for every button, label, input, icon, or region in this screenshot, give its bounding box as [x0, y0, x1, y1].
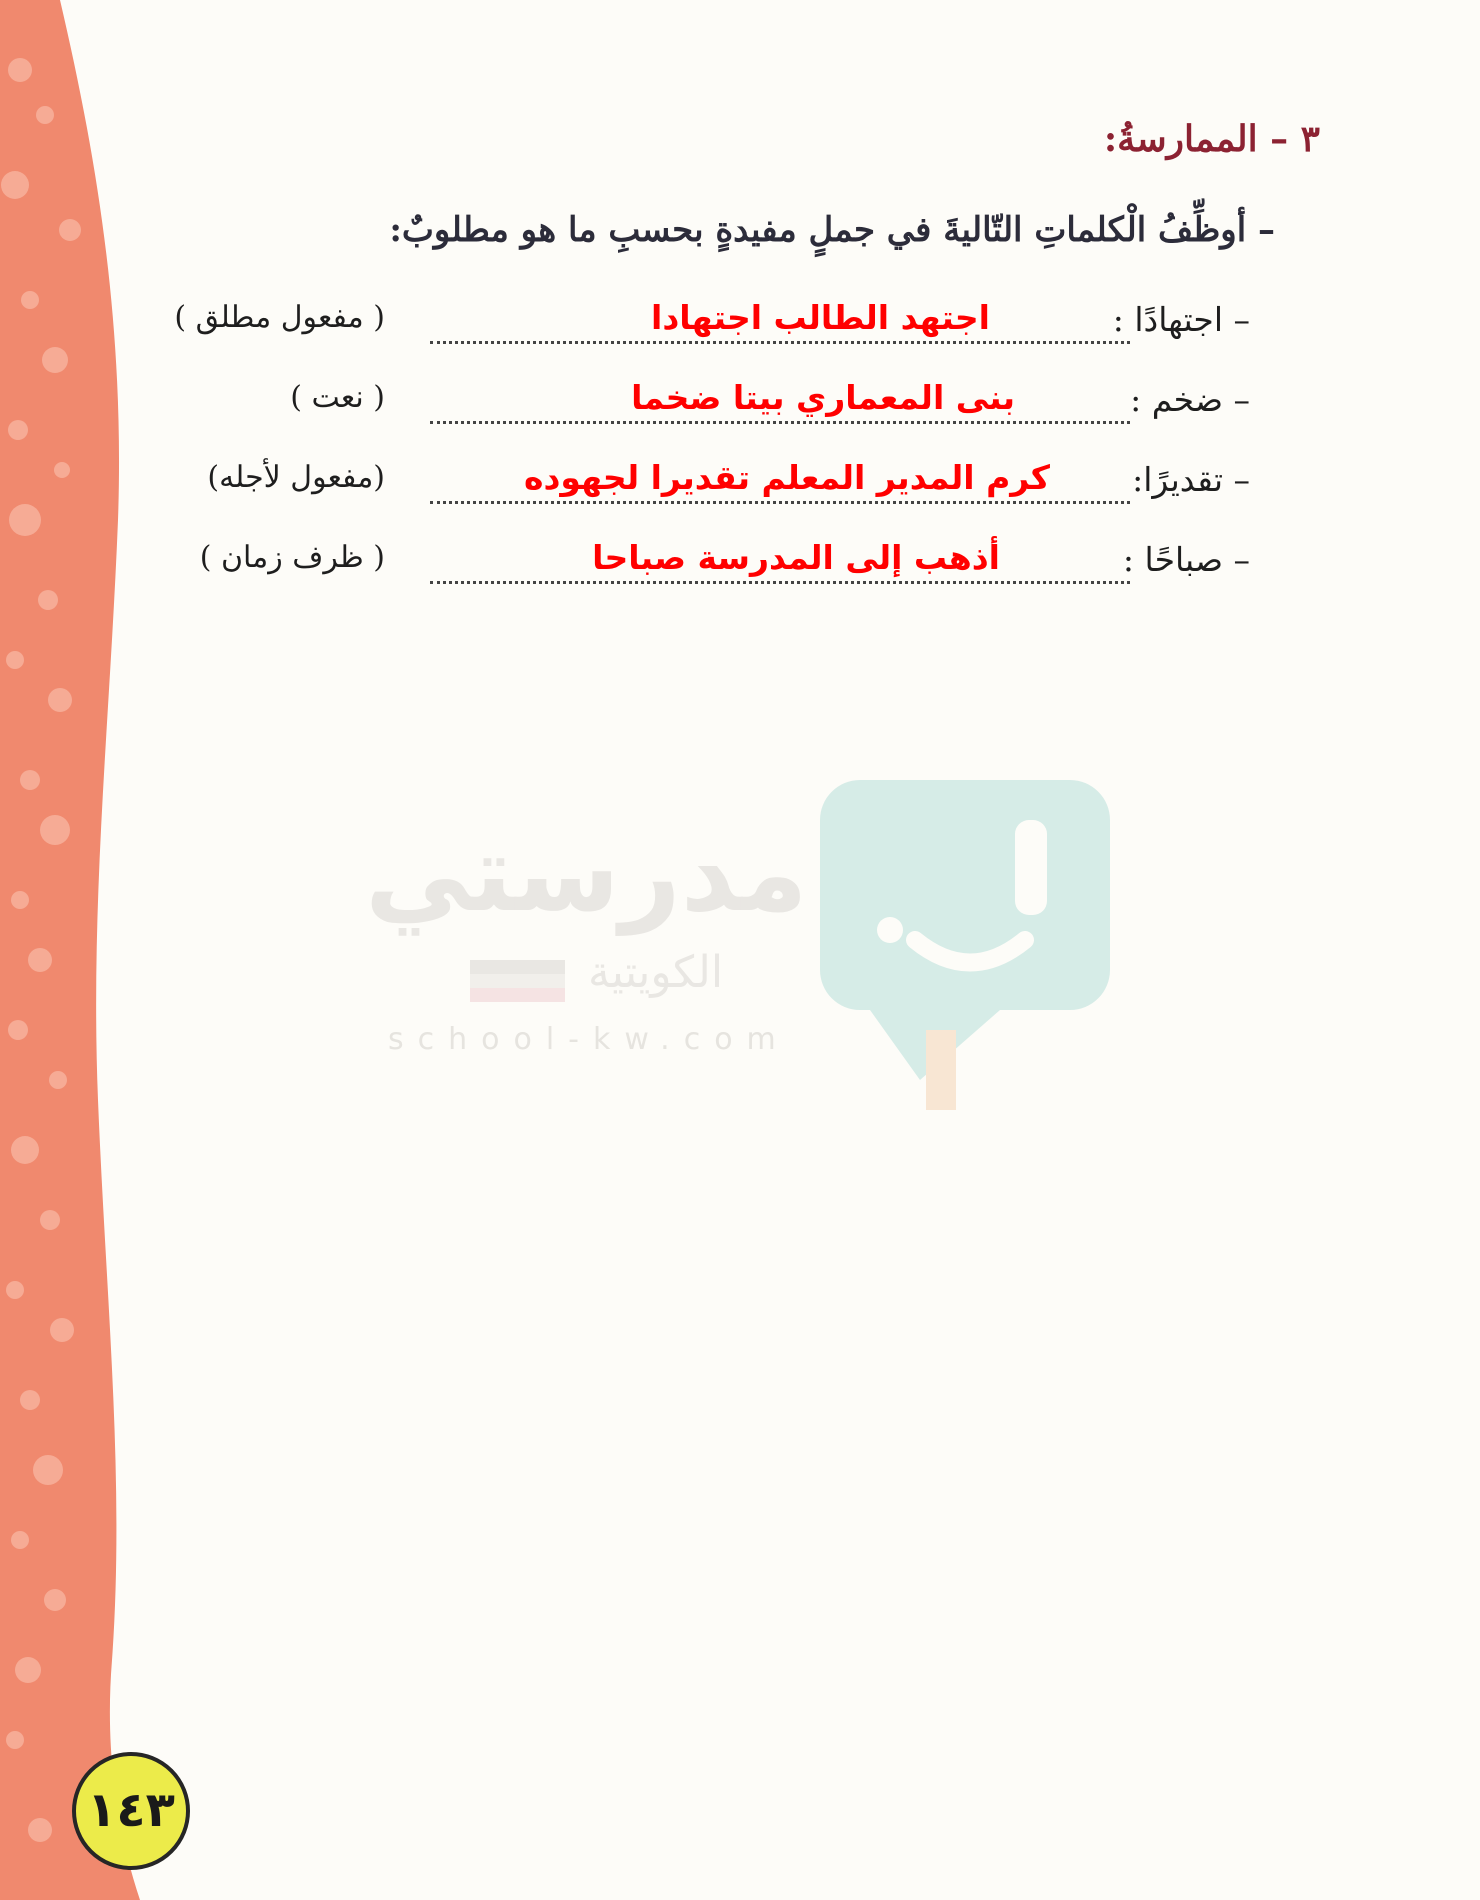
answer-line: [430, 341, 1130, 344]
section-title: ٣ – الممارسةُ:: [1103, 118, 1320, 160]
exercise-word: – تقديرًا:: [1132, 460, 1250, 499]
exercise-word: – اجتهادًا :: [1112, 300, 1250, 339]
grammar-role: (مفعول لأجله): [207, 460, 385, 495]
watermark-brand: مدرستي: [365, 812, 808, 935]
grammar-role: ( نعت ): [290, 380, 385, 415]
answer-line: [430, 581, 1130, 584]
exercise-word: – صباحًا :: [1122, 540, 1250, 579]
grammar-role: ( مفعول مطلق ): [174, 300, 385, 335]
exercise-word: – ضخم :: [1130, 380, 1250, 419]
answer-line: [430, 501, 1130, 504]
exercise-row: [0, 460, 1480, 520]
handwritten-answer: بنى المعماري بيتا ضخما: [631, 378, 1015, 417]
page-number-badge: [72, 1752, 190, 1870]
handwritten-answer: اجتهد الطالب اجتهادا: [651, 298, 990, 337]
answer-line: [430, 421, 1130, 424]
exercise-row: [0, 380, 1480, 440]
exercise-row: [0, 300, 1480, 360]
watermark-country: الكويتية: [588, 947, 724, 998]
side-decoration: [0, 0, 160, 1900]
handwritten-answer: كرم المدير المعلم تقديرا لجهوده: [524, 458, 1050, 497]
grammar-role: ( ظرف زمان ): [199, 540, 385, 575]
exercise-row: [0, 540, 1480, 600]
handwritten-answer: أذهب إلى المدرسة صباحا: [592, 538, 1000, 577]
exercise-instruction: – أوظِّفُ الْكلماتِ التّاليةَ في جملٍ مفيدةٍ بحسبِ ما هو مطلوبٌ:: [389, 210, 1275, 250]
side-band: [0, 0, 140, 1900]
watermark-url: school-kw.com: [388, 1022, 790, 1057]
page-number: ١٤٣: [87, 1782, 175, 1838]
